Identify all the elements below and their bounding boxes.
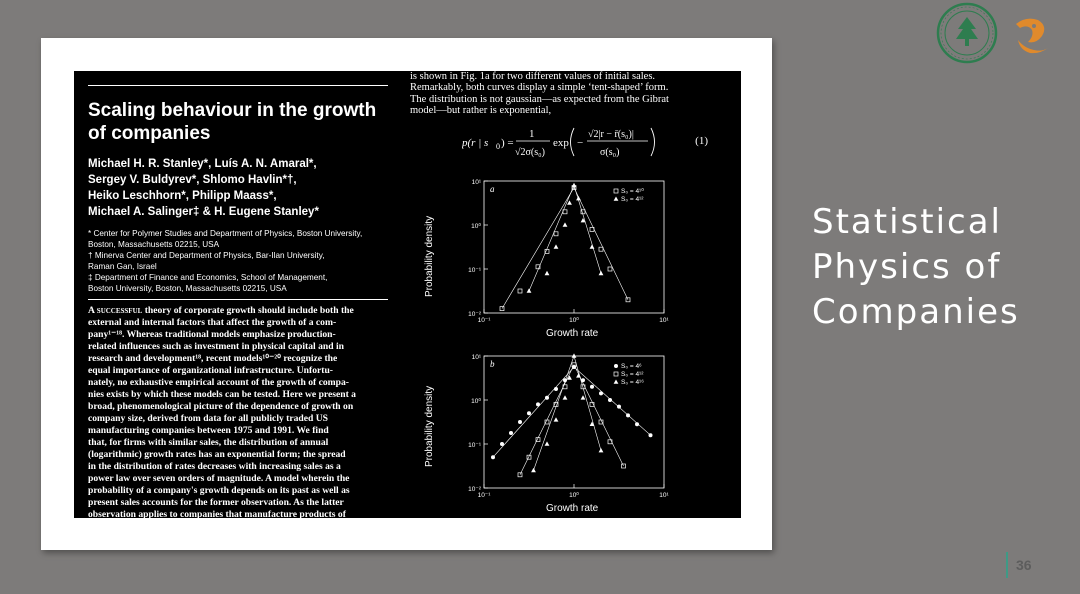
body-line: The distribution is not gaussian—as expected from the Gibrat — [410, 93, 669, 105]
data-point-circle — [608, 398, 612, 402]
data-point-circle — [626, 413, 630, 417]
y-tick-label: 10⁻² — [468, 311, 481, 318]
abstract-line: observation applies to companies that manufacture products of — [88, 509, 346, 518]
page-number: 36 — [1016, 557, 1032, 573]
legend-label: S₀ = 4¹² — [621, 371, 644, 378]
legend-marker — [614, 197, 619, 201]
data-point-circle — [500, 442, 504, 446]
data-point-triangle — [590, 244, 595, 248]
y-tick-label: 10¹ — [471, 179, 481, 186]
legend-marker — [614, 372, 618, 376]
data-point-circle — [599, 391, 603, 395]
data-point-circle — [554, 387, 558, 391]
svg-text:√2σ(s₀): √2σ(s₀) — [515, 147, 545, 158]
x-tick-label: 10⁻¹ — [477, 492, 491, 499]
data-point-circle — [518, 420, 522, 424]
slide-title-line: Physics of — [812, 247, 1002, 287]
author-line: Heiko Leschhorn*, Philipp Maass*, — [88, 190, 277, 202]
x-tick-label: 10⁰ — [569, 317, 579, 324]
legend-marker — [614, 364, 618, 368]
data-point-circle — [563, 378, 567, 382]
data-point-triangle — [572, 183, 577, 187]
slide-title-line: Statistical — [812, 202, 1002, 242]
legend-label: S₀ = 4¹⁶ — [621, 379, 644, 386]
data-point-circle — [509, 431, 513, 435]
data-point-square — [608, 267, 612, 271]
abstract-line: broad, phenomenological picture of the dependence of growth on — [88, 401, 354, 412]
data-point-circle — [590, 385, 594, 389]
slide-title — [812, 200, 1072, 335]
x-tick-label: 10¹ — [659, 317, 669, 324]
body-line: Remarkably, both curves display a simple ‘tent-shaped’ form. — [410, 82, 669, 94]
fit-line — [502, 188, 628, 309]
affiliation-line: Boston, Massachusetts 02215, USA — [88, 240, 220, 249]
figure-1b-ylabel: Probability density — [424, 385, 435, 467]
legend-marker — [614, 380, 619, 384]
abstract-line: probability of a company's growth depends on its past as well as — [88, 485, 350, 496]
author-line: Sergey V. Buldyrev*, Shlomo Havlin*†, — [88, 174, 297, 186]
data-point-triangle — [554, 244, 559, 248]
equation-number: (1) — [695, 135, 708, 147]
legend-label: S₀ = 4¹⁰ — [621, 188, 644, 195]
svg-text:exp: exp — [553, 137, 569, 149]
x-tick-label: 10⁰ — [569, 492, 579, 499]
data-point-triangle — [581, 395, 586, 399]
data-point-circle — [635, 422, 639, 426]
abstract-line: related influences such as investment in physical capital and in — [88, 341, 344, 352]
abstract-line: nately, no exhaustive empirical account of the growth of compa- — [88, 377, 349, 388]
abstract-line: power law over seven orders of magnitude. A model wherein the — [88, 473, 350, 484]
paper-title-line: Scaling behaviour in the growth — [88, 100, 377, 121]
data-point-triangle — [563, 222, 568, 226]
data-point-triangle — [527, 288, 532, 292]
abstract-line: in the distribution of rates decreases with increasing sales as a — [88, 461, 341, 472]
paper-excerpt — [74, 71, 741, 518]
data-point-circle — [536, 402, 540, 406]
data-point-triangle — [554, 417, 559, 421]
affiliation-line: † Minerva Center and Department of Physics, Bar-Ilan University, — [88, 251, 325, 260]
abstract-line — [88, 305, 388, 317]
abstract-line: pany¹⁻¹⁸. Whereas traditional models emphasize production- — [88, 329, 336, 340]
paper-title-line: of companies — [88, 123, 211, 144]
top-rule — [88, 85, 388, 86]
paper-body-text — [410, 71, 714, 116]
legend-label: S₀ = 4¹² — [621, 196, 644, 203]
figure-1a-ylabel: Probability density — [424, 215, 435, 297]
svg-text:) =: ) = — [501, 137, 514, 149]
equation-1 — [462, 123, 712, 161]
data-point-triangle — [545, 441, 550, 445]
body-line: is shown in Fig. 1a for two different values of initial sales. — [410, 71, 656, 82]
svg-text:0: 0 — [496, 142, 500, 151]
abstract-line: nies exists by which these models can be tested. Here we present a — [88, 389, 356, 400]
data-point-square — [554, 232, 558, 236]
data-point-triangle — [563, 395, 568, 399]
paper-abstract — [88, 305, 388, 518]
author-line: Michael H. R. Stanley*, Luís A. N. Amaral*, — [88, 158, 317, 170]
data-point-circle — [617, 405, 621, 409]
affiliation-line: Boston University, Boston, Massachusetts 02215, USA — [88, 284, 287, 293]
paper-affiliations — [88, 228, 388, 294]
svg-text:σ(s₀): σ(s₀) — [600, 147, 620, 158]
x-tick-label: 10¹ — [659, 492, 669, 499]
author-line: Michael A. Salinger‡ & H. Eugene Stanley* — [88, 206, 319, 218]
y-tick-label: 10⁰ — [471, 398, 481, 405]
fit-line — [529, 185, 601, 291]
abstract-lead: A successful — [88, 305, 143, 316]
abstract-line: company size, derived from data for all publicly traded US — [88, 413, 329, 424]
data-point-square — [518, 289, 522, 293]
paper-authors — [88, 156, 388, 220]
paper-left-column — [88, 71, 388, 518]
page-number-accent — [1006, 552, 1008, 578]
abstract-line: manufacturing companies between 1975 and 1991. We find — [88, 425, 329, 436]
section-rule — [88, 299, 388, 300]
data-point-circle — [545, 396, 549, 400]
abstract-line: present sales accounts for the former observation. As the latter — [88, 497, 344, 508]
figure-1a — [424, 177, 669, 339]
abstract-line: (logarithmic) growth rates has an exponential form; the spread — [88, 449, 346, 460]
data-point-circle — [527, 411, 531, 415]
figure-1b — [424, 352, 669, 514]
affiliation-line: ‡ Department of Finance and Economics, School of Management, — [88, 273, 328, 282]
y-tick-label: 10¹ — [471, 354, 481, 361]
bird-logo-icon — [1010, 14, 1052, 56]
fit-line — [520, 365, 624, 475]
data-point-triangle — [599, 448, 604, 452]
data-point-triangle — [599, 271, 604, 275]
abstract-text: theory of corporate growth should include both the — [144, 305, 354, 316]
fit-line — [534, 356, 602, 470]
figure-1a-plot — [454, 177, 669, 324]
affiliation-line: Raman Gan, Israel — [88, 262, 157, 271]
data-point-triangle — [572, 353, 577, 357]
y-tick-label: 10⁻² — [468, 486, 481, 493]
panel-label: b — [490, 359, 495, 369]
svg-text:1: 1 — [529, 128, 535, 140]
data-point-circle — [491, 455, 495, 459]
affiliation-line: * Center for Polymer Studies and Department of Physics, Boston University, — [88, 229, 363, 238]
equation-formula — [462, 123, 662, 161]
y-tick-label: 10⁻¹ — [468, 267, 481, 274]
data-point-triangle — [545, 271, 550, 275]
y-tick-label: 10⁰ — [471, 223, 481, 230]
figure-1b-xlabel: Growth rate — [546, 503, 599, 514]
data-point-triangle — [590, 422, 595, 426]
data-point-triangle — [576, 196, 581, 200]
body-line: model—but rather is exponential, — [410, 104, 552, 116]
abstract-line: equal importance of organizational infrastructure. Unfortu- — [88, 365, 333, 376]
y-tick-label: 10⁻¹ — [468, 442, 481, 449]
data-point-triangle — [576, 373, 581, 377]
legend-label: S₀ = 4⁶ — [621, 363, 642, 370]
paper-title — [88, 99, 388, 145]
svg-text:p(r | s: p(r | s — [462, 137, 489, 149]
data-point-circle — [649, 433, 653, 437]
panel-label: a — [490, 184, 495, 194]
figure-1b-plot — [454, 352, 669, 499]
x-tick-label: 10⁻¹ — [477, 317, 491, 324]
slide-title-line: Companies — [812, 292, 1020, 332]
data-point-square — [599, 247, 603, 251]
university-seal-icon — [934, 2, 1000, 64]
abstract-line: external and internal factors that affect the growth of a com- — [88, 317, 337, 328]
abstract-line: that, for firms with similar sales, the distribution of annual — [88, 437, 329, 448]
svg-text:−: − — [577, 137, 584, 149]
data-point-circle — [581, 378, 585, 382]
legend-marker — [614, 189, 618, 193]
svg-text:√2|r − r̄(s₀)|: √2|r − r̄(s₀)| — [588, 129, 634, 140]
data-point-triangle — [531, 468, 536, 472]
figure-1a-xlabel: Growth rate — [546, 328, 599, 339]
abstract-line: research and development¹⁸, recent models¹⁰⁻²⁰ recognize the — [88, 353, 338, 364]
data-point-triangle — [567, 200, 572, 204]
